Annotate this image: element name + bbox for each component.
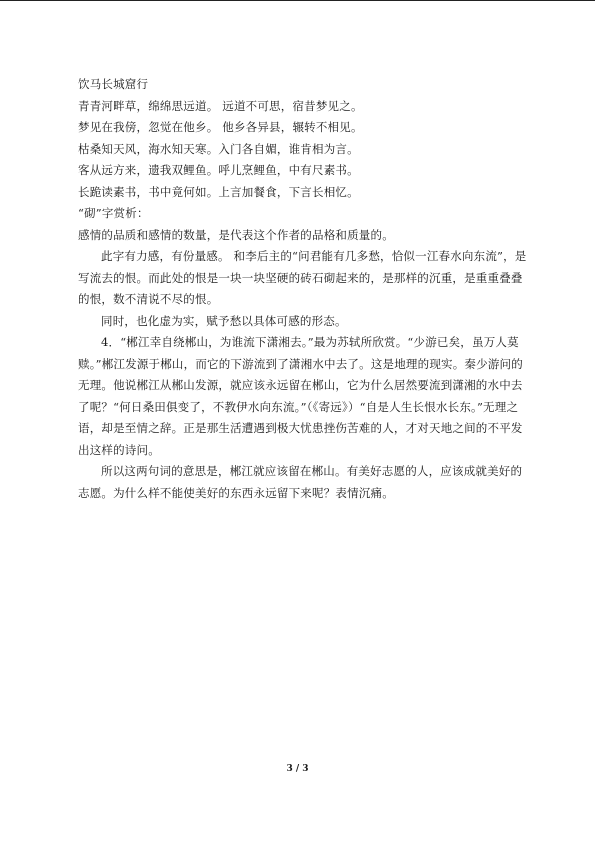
- poem-title: 饮马长城窟行: [78, 77, 149, 91]
- poem-line: 长跪读素书，书中竟何如。上言加餐食，下言长相忆。: [78, 184, 359, 199]
- page-number: 3 / 3: [286, 764, 309, 774]
- poem-line: 客从远方来，遗我双鲤鱼。呼儿烹鲤鱼，中有尺素书。: [78, 163, 359, 177]
- poem-line: 枯桑知天风，海水知天寒。入门各自媚，谁肯相为言。: [78, 141, 359, 156]
- paragraph: 所以这两句词的意思是，郴江就应该留在郴山。有美好志愿的人，应该成就美好的志愿。为什么样不能使美好的东西永远留下来呢？表情沉痛。: [78, 464, 523, 500]
- paragraph: 同时，也化虚为实，赋予愁以具体可感的形态。: [101, 313, 347, 328]
- poem-line: 青青河畔草，绵绵思远道。 远道不可思，宿昔梦见之。: [78, 98, 363, 113]
- paragraph: 4．“郴江幸自绕郴山，为谁流下潇湘去。”最为苏轼所欣赏。“少游已矣，虽万人莫赎。”郴江发源于郴山，而它的下游流到了潇湘水中去了。这是地理的现实。秦少游问的无理。他说郴江从郴山发源，就应该永远留在郴山，它为什么居然要流到潇湘的水中去了呢？“何日桑田俱变了，不教伊水向东流。”（《寄远》）“自是人生长恨水长东。”无理之语，却是至情之辞。正是那生活遭遇到极大忧患挫伤苦难的人，才对天地之间的不平发出这样的诗问。: [78, 335, 523, 457]
- header-rule: [0, 0, 595, 1]
- paragraph: 感情的品质和感情的数量，是代表这个作者的品格和质量的。: [78, 227, 394, 242]
- document-body: [78, 74, 530, 504]
- poem-line: 梦见在我傍，忽觉在他乡。 他乡各异县，辗转不相见。: [78, 120, 363, 134]
- section-heading: “砌”字赏析：: [78, 206, 149, 220]
- paragraph: 此字有力感，有份量感。 和李后主的“问君能有几多愁，恰似一江春水向东流”，是写流去的恨。而此处的恨是一块一块坚硬的砖石砌起来的，是那样的沉重，是重重叠叠的恨，数不清说不尽的恨。: [78, 249, 527, 306]
